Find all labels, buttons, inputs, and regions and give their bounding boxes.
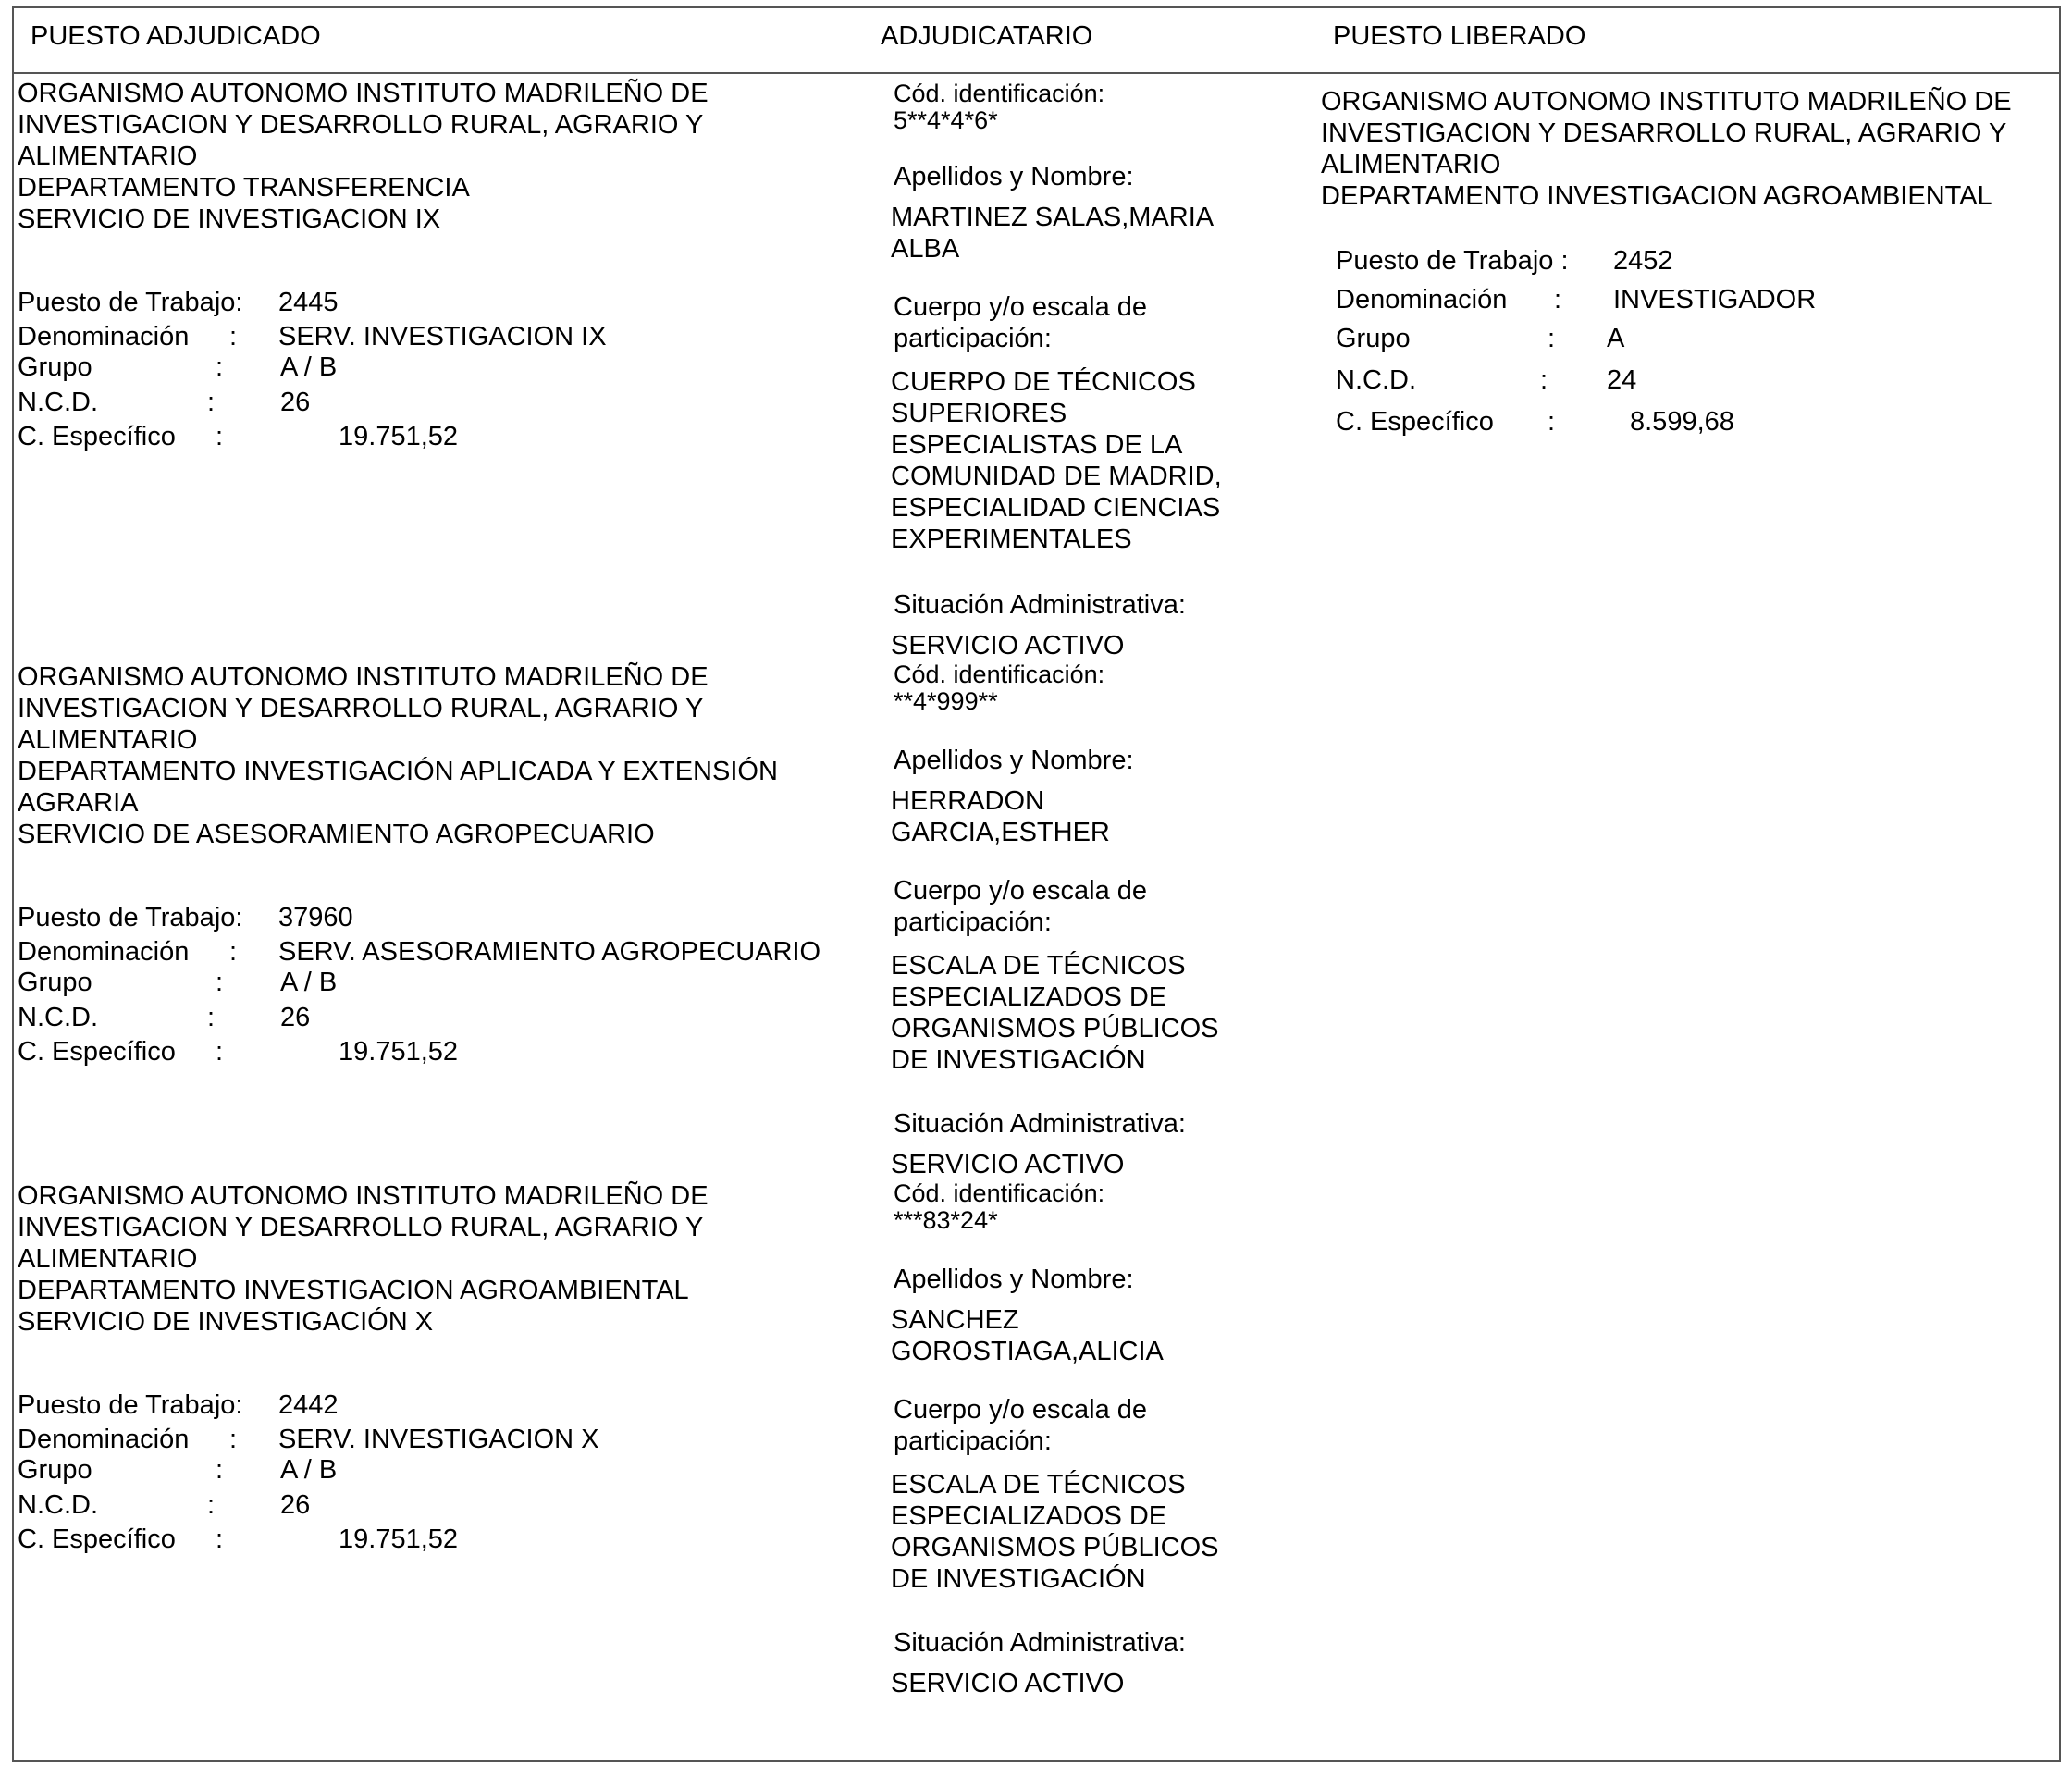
org-line: ALIMENTARIO — [18, 1244, 198, 1274]
value-nombre: MARTINEZ SALAS,MARIA — [891, 203, 1215, 232]
colon: : — [229, 1425, 238, 1454]
org-line: INVESTIGACION Y DESARROLLO RURAL, AGRARIO Y — [18, 1213, 704, 1242]
header-puesto-liberado: PUESTO LIBERADO — [1333, 21, 1586, 51]
label-cuerpo: Cuerpo y/o escala de — [894, 292, 1148, 322]
label-especifico: C. Específico — [1336, 407, 1494, 437]
label-cuerpo: Cuerpo y/o escala de — [894, 1395, 1148, 1425]
org-line: SERVICIO DE INVESTIGACIÓN X — [18, 1307, 434, 1337]
value-cuerpo: ESPECIALIZADOS DE — [891, 982, 1167, 1012]
value-especifico: 19.751,52 — [339, 422, 459, 451]
org-line: ORGANISMO AUTONOMO INSTITUTO MADRILEÑO DE — [1321, 87, 2012, 117]
colon: : — [207, 388, 216, 417]
value-cuerpo: ORGANISMOS PÚBLICOS — [891, 1533, 1219, 1562]
label-apellidos: Apellidos y Nombre: — [894, 1265, 1134, 1294]
value-denominacion: SERV. INVESTIGACION IX — [278, 322, 607, 352]
value-cod: **4*999** — [894, 687, 998, 715]
value-grupo: A / B — [280, 968, 338, 997]
org-line: DEPARTAMENTO TRANSFERENCIA — [18, 173, 470, 203]
org-line: INVESTIGACION Y DESARROLLO RURAL, AGRARIO Y — [18, 694, 704, 723]
colon: : — [1548, 324, 1556, 353]
label-situacion: Situación Administrativa: — [894, 590, 1186, 620]
label-cod: Cód. identificación: — [894, 660, 1105, 688]
org-line: ALIMENTARIO — [18, 725, 198, 755]
value-cuerpo: ESPECIALISTAS DE LA — [891, 430, 1183, 460]
label-cuerpo: participación: — [894, 324, 1052, 353]
colon: : — [229, 322, 238, 352]
org-line: DEPARTAMENTO INVESTIGACION AGROAMBIENTAL — [1321, 181, 1992, 211]
colon: : — [216, 1524, 224, 1554]
value-cuerpo: EXPERIMENTALES — [891, 525, 1132, 554]
label-cod: Cód. identificación: — [894, 1179, 1105, 1207]
label-grupo: Grupo — [18, 1455, 92, 1485]
colon: : — [216, 968, 224, 997]
value-nombre: GOROSTIAGA,ALICIA — [891, 1337, 1164, 1366]
colon: : — [1540, 365, 1548, 395]
colon: : — [229, 937, 238, 967]
value-ncd: 26 — [280, 388, 311, 417]
value-grupo: A / B — [280, 352, 338, 382]
value-puesto: 2445 — [278, 288, 339, 317]
value-puesto: 37960 — [278, 903, 353, 932]
label-especifico: C. Específico — [18, 1524, 176, 1554]
header-divider — [12, 72, 2061, 74]
label-especifico: C. Específico — [18, 422, 176, 451]
value-cuerpo: DE INVESTIGACIÓN — [891, 1045, 1146, 1075]
label-denominacion: Denominación — [18, 1425, 190, 1454]
label-situacion: Situación Administrativa: — [894, 1628, 1186, 1658]
value-situacion: SERVICIO ACTIVO — [891, 1669, 1125, 1698]
label-denominacion: Denominación — [1336, 285, 1508, 315]
value-situacion: SERVICIO ACTIVO — [891, 1150, 1125, 1179]
header-adjudicatario: ADJUDICATARIO — [881, 21, 1093, 51]
value-ncd: 26 — [280, 1490, 311, 1520]
value-nombre: SANCHEZ — [891, 1305, 1019, 1335]
org-line: SERVICIO DE INVESTIGACION IX — [18, 204, 441, 234]
value-especifico: 8.599,68 — [1630, 407, 1734, 437]
value-cuerpo: ESCALA DE TÉCNICOS — [891, 1470, 1186, 1500]
label-cuerpo: participación: — [894, 907, 1052, 937]
label-situacion: Situación Administrativa: — [894, 1109, 1186, 1139]
colon: : — [207, 1003, 216, 1032]
value-puesto: 2452 — [1613, 246, 1673, 276]
value-grupo: A — [1607, 324, 1625, 353]
label-apellidos: Apellidos y Nombre: — [894, 746, 1134, 775]
label-denominacion: Denominación — [18, 322, 190, 352]
label-denominacion: Denominación — [18, 937, 190, 967]
label-cuerpo: Cuerpo y/o escala de — [894, 876, 1148, 906]
org-line: DEPARTAMENTO INVESTIGACION AGROAMBIENTAL — [18, 1276, 689, 1305]
label-grupo: Grupo — [18, 968, 92, 997]
label-grupo: Grupo — [18, 352, 92, 382]
value-especifico: 19.751,52 — [339, 1524, 459, 1554]
org-line: INVESTIGACION Y DESARROLLO RURAL, AGRARIO Y — [1321, 118, 2007, 148]
label-cuerpo: participación: — [894, 1426, 1052, 1456]
colon: : — [1554, 285, 1562, 315]
value-cuerpo: ESPECIALIDAD CIENCIAS — [891, 493, 1221, 523]
colon: : — [216, 352, 224, 382]
label-ncd: N.C.D. — [18, 388, 98, 417]
colon: : — [216, 1037, 224, 1067]
header-puesto-adjudicado: PUESTO ADJUDICADO — [31, 21, 321, 51]
colon: : — [216, 1455, 224, 1485]
value-cuerpo: ORGANISMOS PÚBLICOS — [891, 1014, 1219, 1043]
value-cuerpo: CUERPO DE TÉCNICOS — [891, 367, 1196, 397]
org-line: ORGANISMO AUTONOMO INSTITUTO MADRILEÑO DE — [18, 662, 709, 692]
org-line: ORGANISMO AUTONOMO INSTITUTO MADRILEÑO DE — [18, 1181, 709, 1211]
label-ncd: N.C.D. — [1336, 365, 1416, 395]
org-line: ORGANISMO AUTONOMO INSTITUTO MADRILEÑO DE — [18, 79, 709, 108]
value-denominacion: INVESTIGADOR — [1613, 285, 1817, 315]
org-line: DEPARTAMENTO INVESTIGACIÓN APLICADA Y EXTENSIÓN — [18, 757, 778, 786]
value-especifico: 19.751,52 — [339, 1037, 459, 1067]
value-nombre: HERRADON — [891, 786, 1044, 816]
colon: : — [207, 1490, 216, 1520]
colon: : — [216, 422, 224, 451]
value-cod: ***83*24* — [894, 1206, 998, 1234]
value-puesto: 2442 — [278, 1390, 339, 1420]
value-grupo: A / B — [280, 1455, 338, 1485]
org-line: ALIMENTARIO — [1321, 150, 1501, 179]
label-grupo: Grupo — [1336, 324, 1411, 353]
value-cuerpo: COMUNIDAD DE MADRID, — [891, 462, 1222, 491]
value-cod: 5**4*4*6* — [894, 106, 998, 134]
value-cuerpo: ESCALA DE TÉCNICOS — [891, 951, 1186, 981]
label-puesto: Puesto de Trabajo: — [18, 1390, 243, 1420]
value-denominacion: SERV. ASESORAMIENTO AGROPECUARIO — [278, 937, 821, 967]
value-situacion: SERVICIO ACTIVO — [891, 631, 1125, 660]
value-cuerpo: SUPERIORES — [891, 399, 1067, 428]
label-ncd: N.C.D. — [18, 1490, 98, 1520]
label-puesto: Puesto de Trabajo: — [18, 288, 243, 317]
org-line: SERVICIO DE ASESORAMIENTO AGROPECUARIO — [18, 820, 655, 849]
org-line: INVESTIGACION Y DESARROLLO RURAL, AGRARIO Y — [18, 110, 704, 140]
value-nombre: ALBA — [891, 234, 960, 264]
label-especifico: C. Específico — [18, 1037, 176, 1067]
org-line: ALIMENTARIO — [18, 142, 198, 171]
value-ncd: 24 — [1607, 365, 1637, 395]
label-apellidos: Apellidos y Nombre: — [894, 162, 1134, 191]
label-cod: Cód. identificación: — [894, 80, 1105, 107]
label-puesto: Puesto de Trabajo: — [18, 903, 243, 932]
value-nombre: GARCIA,ESTHER — [891, 818, 1110, 847]
value-cuerpo: ESPECIALIZADOS DE — [891, 1501, 1167, 1531]
label-ncd: N.C.D. — [18, 1003, 98, 1032]
org-line: AGRARIA — [18, 788, 139, 818]
colon: : — [1548, 407, 1556, 437]
value-cuerpo: DE INVESTIGACIÓN — [891, 1564, 1146, 1594]
value-denominacion: SERV. INVESTIGACION X — [278, 1425, 599, 1454]
label-puesto: Puesto de Trabajo : — [1336, 246, 1569, 276]
value-ncd: 26 — [280, 1003, 311, 1032]
